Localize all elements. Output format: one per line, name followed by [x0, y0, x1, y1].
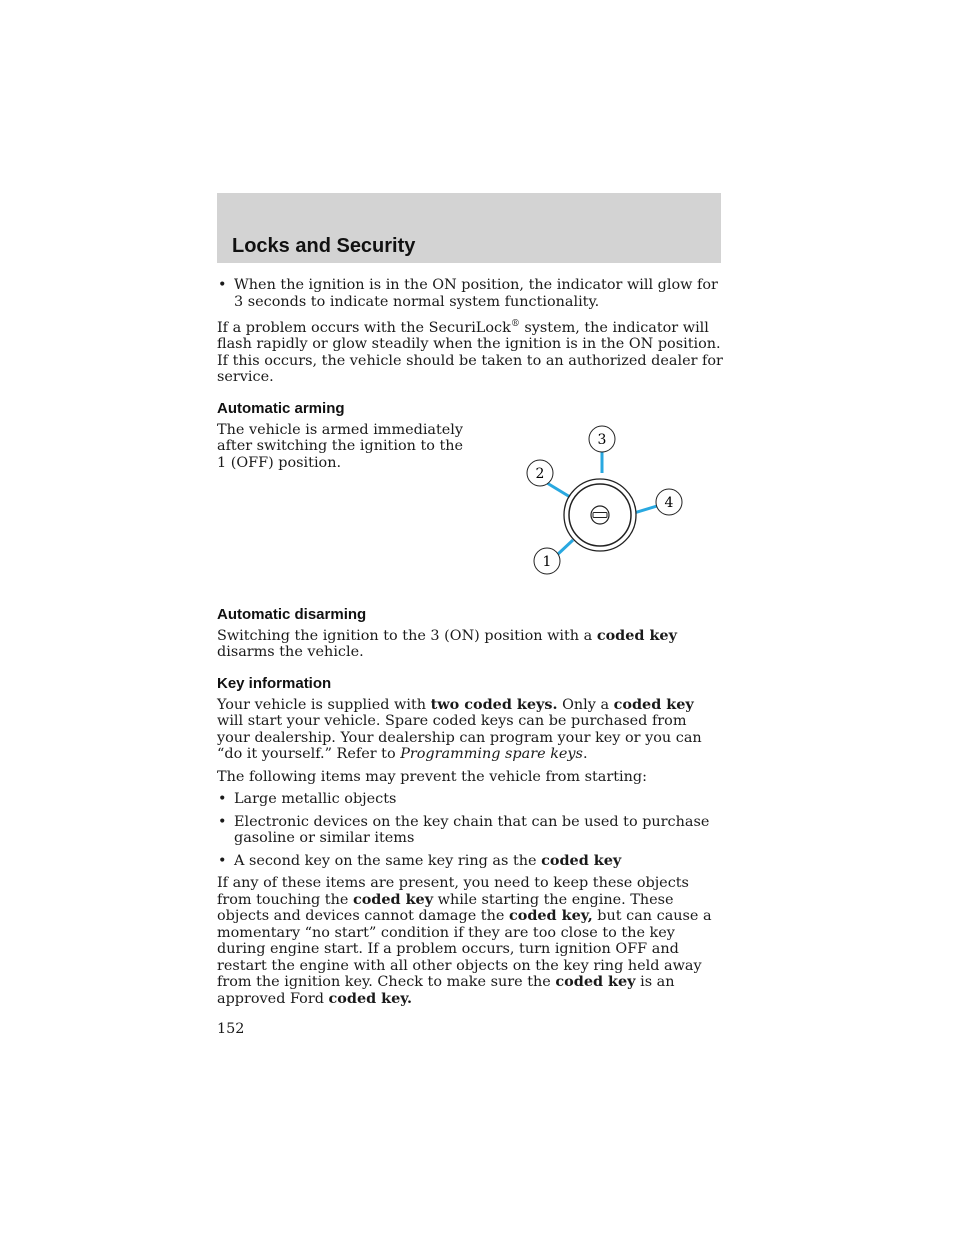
securilock-paragraph: If a problem occurs with the SecuriLock® system, the indicator will flash rapidly or glow steadily when the ignition is in the ON position. If this occurs, the vehicle should be taken to an authorized dealer for service. [217, 319, 723, 386]
arming-text: The vehicle is armed immediately after switching the ignition to the 1 (OFF) position. [217, 421, 464, 471]
prevent-start-intro: The following items may prevent the vehicle from starting: [217, 768, 647, 785]
key-slot-bar [593, 512, 607, 517]
list-item: • A second key on the same key ring as the coded key [218, 851, 622, 869]
page-number: 152 [217, 1021, 245, 1038]
list-item: • Electronic devices on the key chain that can be used to purchase gasoline or similar items [218, 813, 710, 847]
list-item: • Large metallic objects [218, 791, 397, 808]
bullet-icon: • [218, 277, 227, 293]
section-header [217, 193, 721, 263]
bullet-icon: • [218, 852, 227, 869]
arming-section [217, 422, 723, 592]
ignition-diagram [517, 416, 697, 576]
page-content [217, 277, 723, 1038]
list-item: • When the ignition is in the ON position, the indicator will glow for 3 seconds to indicate normal system functionality. [218, 277, 718, 310]
section-title: Locks and Security [232, 235, 416, 257]
key-info-paragraph: Your vehicle is supplied with two coded keys. Only a coded key will start your vehicle. Spare coded keys can be purchased from your dealership. Your dealership can program your key or you can “do it yourself.” Refer to Programming spare keys. [217, 695, 702, 763]
heading-automatic-disarming: Automatic disarming [217, 605, 367, 623]
position-label-4: 4 [664, 494, 674, 511]
leader-line-4 [634, 506, 657, 513]
position-label-2: 2 [535, 465, 545, 482]
disarming-text: Switching the ignition to the 3 (ON) position with a coded key disarms the vehicle. [217, 626, 677, 661]
leader-line-1 [557, 540, 573, 555]
bullet-icon: • [218, 813, 227, 830]
position-label-1: 1 [542, 553, 552, 570]
heading-key-information: Key information [217, 674, 332, 692]
position-label-3: 3 [597, 431, 607, 448]
heading-automatic-arming: Automatic arming [217, 399, 345, 417]
key-ring-paragraph: If any of these items are present, you need to keep these objects from touching the coded key while starting the engine. These objects and devices cannot damage the coded key, but can cause a momentary “no start” condition if they are too close to the key during engine start. If a problem occurs, turn ignition OFF and restart the engine with all other objects on the key ring held away from the ignition key. Check to make sure the coded key is an approved Ford coded key. [217, 875, 712, 1007]
bullet-icon: • [218, 791, 227, 808]
